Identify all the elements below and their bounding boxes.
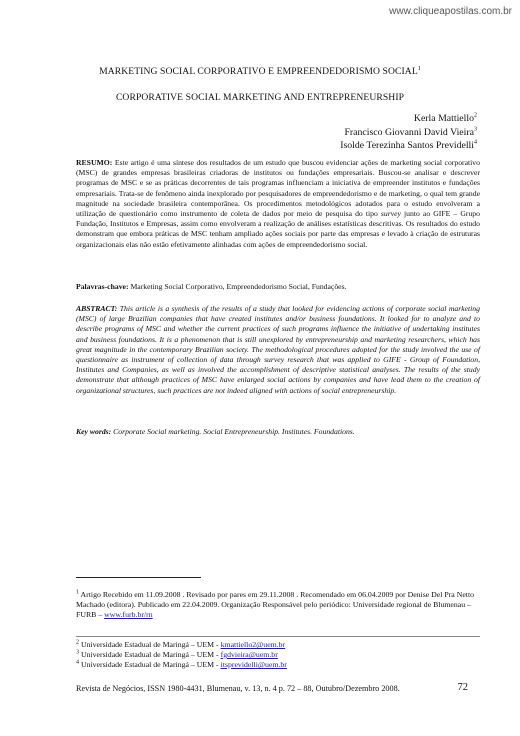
abstract-text: This article is a synthesis of the results of a study that looked for evidencing actions of corporate social marketing (MSC) of large Brazilian companies that have created institutes and/or business foundations. It looked for to analyze and to describe programs of MSC and whether the current practices of such programs influence the initiative of undertaking institutes and business foundations. It is a phenomenon that is still unexplored by entrepreneurship and marketing researchers, which has great magnitude in the contemporary Brazilian society. The methodological procedures adopted for the study involved the use of questionnaire as instrument of collection of data through survey research that was applied to GIFE - Group of Foundation, Institutes and Companies, as well as involved the accomplishment of descriptive statistical analyses. The results of the study demonstrate that although practices of MSC have enlarged social actions by companies and have lead them to the creation of organizational structures, such practices are not indeed aligned with actions of social entrepreneurship. [76, 304, 480, 395]
affiliation-item [76, 650, 480, 660]
affiliation-marker: 4 [76, 659, 79, 666]
footnote-1 [76, 590, 480, 620]
palavras-text: Marketing Social Corporativo, Empreendedorismo Social, Fundações. [128, 282, 347, 291]
keywords-label: Key words: [76, 427, 112, 436]
footnote-text: Artigo Recebido em 11.09.2008 . Revisado por pares em 29.11.2008 . Recomendado em 06.04.2009 por Denise Del Pra Netto Machado (editora). Publicado em 22.04.2009. Organização Responsável pelo periódico: Universidade regional de Blumenau – FURB – [76, 590, 475, 619]
author-name: Kerla Mattiello [413, 113, 474, 124]
watermark: www.cliqueapostilas.com.br [389, 6, 512, 17]
email-link[interactable]: fgdvieira@uem.br [220, 650, 278, 659]
affiliation-text: Universidade Estadual de Maringá – UEM - [79, 660, 221, 669]
resumo-text-b: junto ao GIFE – Grupo Fundação, Institutos e Empresas, assim como envolveram a realização de análises estatísticas descritivas. Os resultados do estudo demonstram que embora práticas de MSC tenham ampliado ações sociais por parte das empresas e levado à criação de estruturas organizacionais elas não estão efetivamente alinhadas com ações de empreendedorismo social. [76, 209, 480, 249]
palavras-chave [76, 282, 480, 292]
resumo-text-a: Este artigo é uma síntese dos resultados de um estudo que buscou evidenciar ações de marketing social corporativo (MSC) de grandes empresas brasileiras criadoras de institutos ou fundações empresariais. Buscou-se analisar e descrever programas de MSC e se as práticas decorrentes de tais programas influenciam a iniciativa de empreender institutos e fundações empresariais. Trata-se de fenômeno ainda inexplorado por pesquisadores de empreendedorismo e de marketing, o qual tem grande magnitude na sociedade brasileira contemporânea. Os procedimentos metodológicos adotados para o estudo envolveram a utilização de questionário como instrumento de coleta de dados por meio de pesquisa do tipo [76, 158, 480, 219]
author [340, 112, 477, 126]
title-pt [0, 66, 520, 77]
affiliation-marker: 3 [76, 649, 79, 656]
affiliation-item [76, 640, 480, 650]
author-sup: 4 [474, 139, 477, 146]
footnote-divider [76, 577, 201, 578]
title-en: CORPORATIVE SOCIAL MARKETING AND ENTREPRENEURSHIP [115, 92, 405, 103]
resumo-paragraph [76, 158, 480, 250]
keywords-text: Corporate Social marketing. Social Entrepreneurship. Institutes. Foundations. [111, 427, 355, 436]
abstract-label: ABSTRACT: [76, 304, 118, 313]
author-sup: 2 [474, 112, 477, 119]
resumo-text-italic: survey [380, 209, 401, 219]
furb-link[interactable]: www.furb.br/rn [104, 610, 153, 619]
email-link[interactable]: itsprevidelli@uem.br [220, 660, 287, 669]
page-number: 72 [457, 682, 468, 693]
title-footnote-marker: 1 [417, 65, 421, 72]
affiliation-divider [76, 636, 480, 637]
author-name: Isolde Terezinha Santos Previdelli [340, 140, 474, 151]
affiliation-text: Universidade Estadual de Maringá – UEM - [79, 650, 221, 659]
author-sup: 3 [474, 126, 477, 133]
footnote-marker: 1 [76, 589, 79, 596]
journal-footer: Revista de Negócios, ISSN 1980-4431, Blumenau, v. 13, n. 4 p. 72 – 88, Outubro/Dezembro 2008. [76, 684, 400, 693]
resumo-label: RESUMO: [76, 158, 113, 167]
affiliation-marker: 2 [76, 639, 79, 646]
email-link[interactable]: kmattiello2@uem.br [220, 640, 286, 649]
affiliation-list [76, 640, 480, 670]
title-pt-text: MARKETING SOCIAL CORPORATIVO E EMPREENDEDORISMO SOCIAL [99, 66, 418, 77]
author-name: Francisco Giovanni David Vieira [344, 126, 474, 138]
abstract-paragraph [76, 304, 480, 396]
author [340, 126, 477, 140]
affiliation-item [76, 660, 480, 670]
author [340, 139, 477, 153]
palavras-label: Palavras-chave: [76, 282, 129, 291]
affiliation-text: Universidade Estadual de Maringá – UEM - [79, 640, 221, 649]
author-list [340, 112, 477, 153]
keywords [76, 427, 480, 437]
